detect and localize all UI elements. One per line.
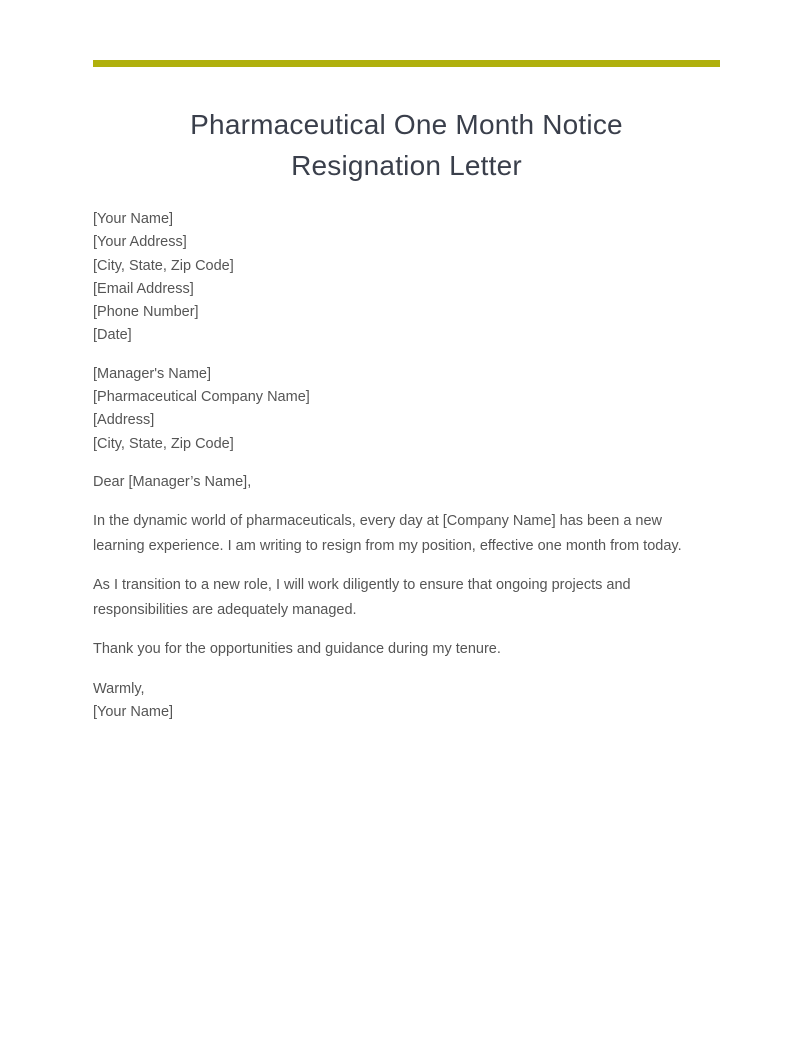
recipient-line: [Address] — [93, 412, 155, 429]
accent-bar — [93, 60, 720, 67]
body-paragraph-2: As I transition to a new role, I will work diligently to ensure that ongoing projects and responsibilities are adequately managed. — [93, 577, 631, 618]
body-paragraph-3: Thank you for the opportunities and guidance during my tenure. — [93, 641, 501, 658]
recipient-line: [City, State, Zip Code] — [93, 435, 234, 452]
letter-body — [93, 208, 688, 724]
closing-signature: [Your Name] — [93, 704, 174, 721]
sender-line: [Phone Number] — [93, 304, 199, 321]
sender-line: [Your Address] — [93, 234, 187, 251]
page-title-line-1: Pharmaceutical One Month Notice — [190, 109, 623, 140]
sender-address-block — [93, 208, 688, 348]
closing-salutation: Warmly, — [93, 680, 145, 697]
sender-line: [Email Address] — [93, 280, 194, 297]
recipient-address-block — [93, 363, 688, 456]
sender-line: [Date] — [93, 327, 132, 344]
sender-line: [City, State, Zip Code] — [93, 257, 234, 274]
sender-line: [Your Name] — [93, 211, 174, 227]
page-title-line-2: Resignation Letter — [291, 150, 522, 181]
salutation: Dear [Manager’s Name], — [93, 473, 252, 490]
body-paragraph-1: In the dynamic world of pharmaceuticals, every day at [Company Name] has been a new learning experience. I am writing to resign from my position, effective one month from today. — [93, 513, 682, 554]
closing-block — [93, 678, 688, 725]
recipient-line: [Manager's Name] — [93, 365, 212, 382]
recipient-line: [Pharmaceutical Company Name] — [93, 389, 310, 406]
page-title — [93, 104, 720, 186]
